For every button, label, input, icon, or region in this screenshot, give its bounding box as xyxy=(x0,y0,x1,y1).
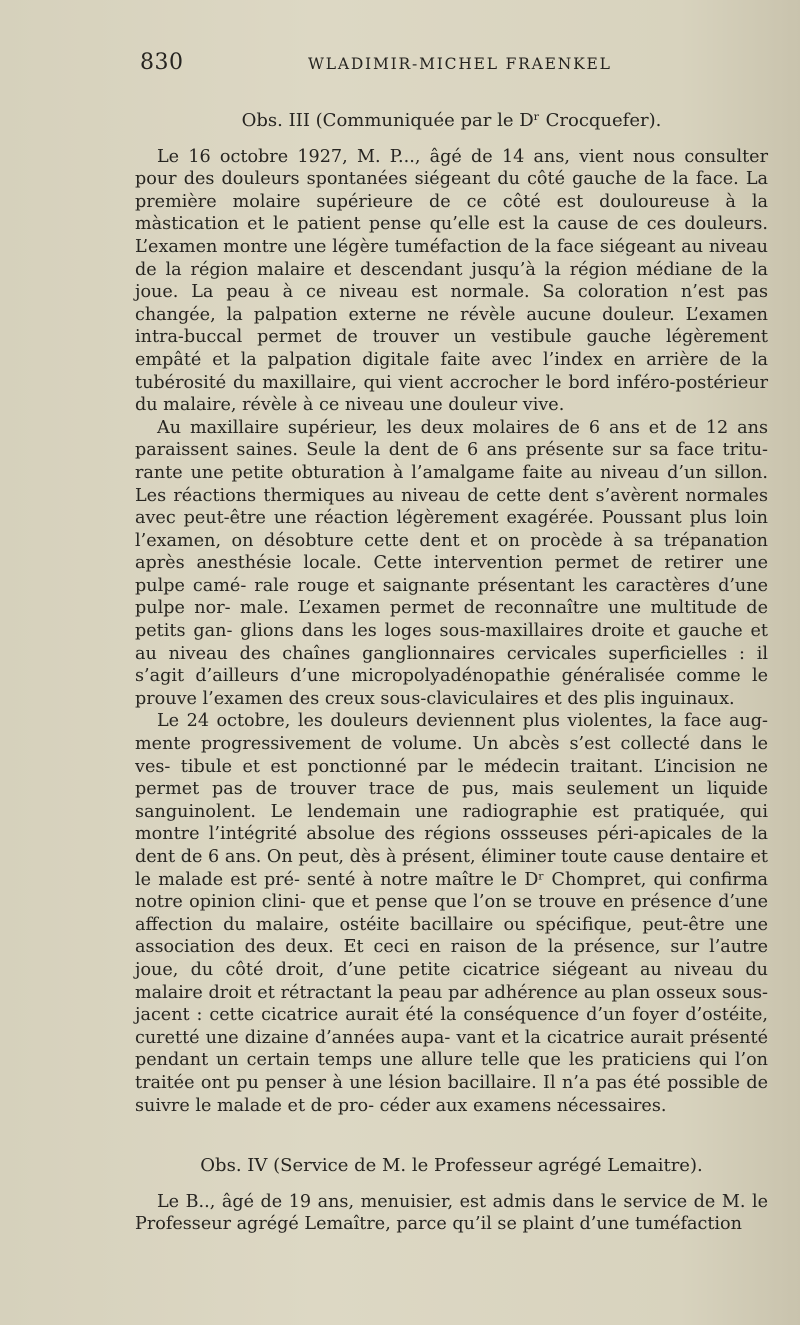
running-head: WLADIMIR-MICHEL FRAENKEL xyxy=(308,55,612,73)
paragraph: Le 16 octobre 1927, M. P..., âgé de 14 ans, vient nous consulter pour des douleurs spontanées siégeant du côté gauche de la face. La première molaire supérieure de ce côté est douloureuse à la màstication et le patient pense qu’elle est la cause de ces douleurs. L’examen montre une légère tuméfaction de la face siégeant au niveau de la région malaire et descendant jusqu’à la région médiane de la joue. La peau à ce niveau est normale. Sa coloration n’est pas changée, la palpation externe ne révèle aucune douleur. L’examen intra-buccal permet de trouver un vestibule gauche légèrement empâté et la palpation digitale faite avec l’index en arrière de la tubérosité du maxillaire, qui vient accrocher le bord inféro-postérieur du malaire, révèle à ce niveau une douleur vive. xyxy=(135,146,768,416)
section-obs-4 xyxy=(135,1155,768,1236)
section-obs-3 xyxy=(135,110,768,1117)
paragraph: Le 24 octobre, les douleurs deviennent plus violentes, la face aug- mente progressivement de volume. Un abcès s’est collecté dans le ves- tibule et est ponctionné par le médecin traitant. L’incision ne permet pas de trouver trace de pus, mais seulement un liquide sanguinolent. Le lendemain une radiographie est pratiquée, qui montre l’intégrité absolue des régions ossseuses péri-apicales de la dent de 6 ans. On peut, dès à présent, éliminer toute cause dentaire et le malade est pré- senté à notre maître le Dʳ Chompret, qui confirma notre opinion clini- que et pense que l’on se trouve en présence d’une affection du malaire, ostéite bacillaire ou spécifique, peut-être une association des deux. Et ceci en raison de la présence, sur l’autre joue, du côté droit, d’une petite cicatrice siégeant au niveau du malaire droit et rétractant la peau par adhérence au plan osseux sous-jacent : cette cicatrice aurait été la conséquence d’un foyer d’ostéite, curetté une dizaine d’années aupa- vant et la cicatrice aurait présenté pendant un certain temps une allure telle que les praticiens qui l’on traitée ont pu penser à une lésion bacillaire. Il n’a pas été possible de suivre le malade et de pro- céder aux examens nécessaires. xyxy=(135,711,768,1116)
page-number: 830 xyxy=(140,50,184,75)
section-title: Obs. III (Communiquée par le Dʳ Crocquefer). xyxy=(241,110,662,131)
paragraph: Au maxillaire supérieur, les deux molaires de 6 ans et de 12 ans paraissent saines. Seule la dent de 6 ans présente sur sa face tritu- rante une petite obturation à l’amalgame faite au niveau d’un sillon. Les réactions thermiques au niveau de cette dent s’avèrent normales avec peut-être une réaction légèrement exagérée. Poussant plus loin l’examen, on désobture cette dent et on procède à sa trépanation après anesthésie locale. Cette intervention permet de retirer une pulpe camé- rale rouge et saignante présentant les caractères d’une pulpe nor- male. L’examen permet de reconnaître une multitude de petits gan- glions dans les loges sous-maxillaires droite et gauche et au niveau des chaînes ganglionnaires cervicales superficielles : il s’agit d’ailleurs d’une micropolyadénopathie généralisée comme le prouve l’examen des creux sous-claviculaires et des plis inguinaux. xyxy=(135,417,768,709)
page-header xyxy=(140,50,730,80)
page-body xyxy=(135,110,768,1236)
paragraph: Le B.., âgé de 19 ans, menuisier, est admis dans le service de M. le Professeur agrégé Lemaître, parce qu’il se plaint d’une tuméfaction xyxy=(135,1191,768,1235)
section-title: Obs. IV (Service de M. le Professeur agrégé Lemaitre). xyxy=(200,1155,703,1177)
